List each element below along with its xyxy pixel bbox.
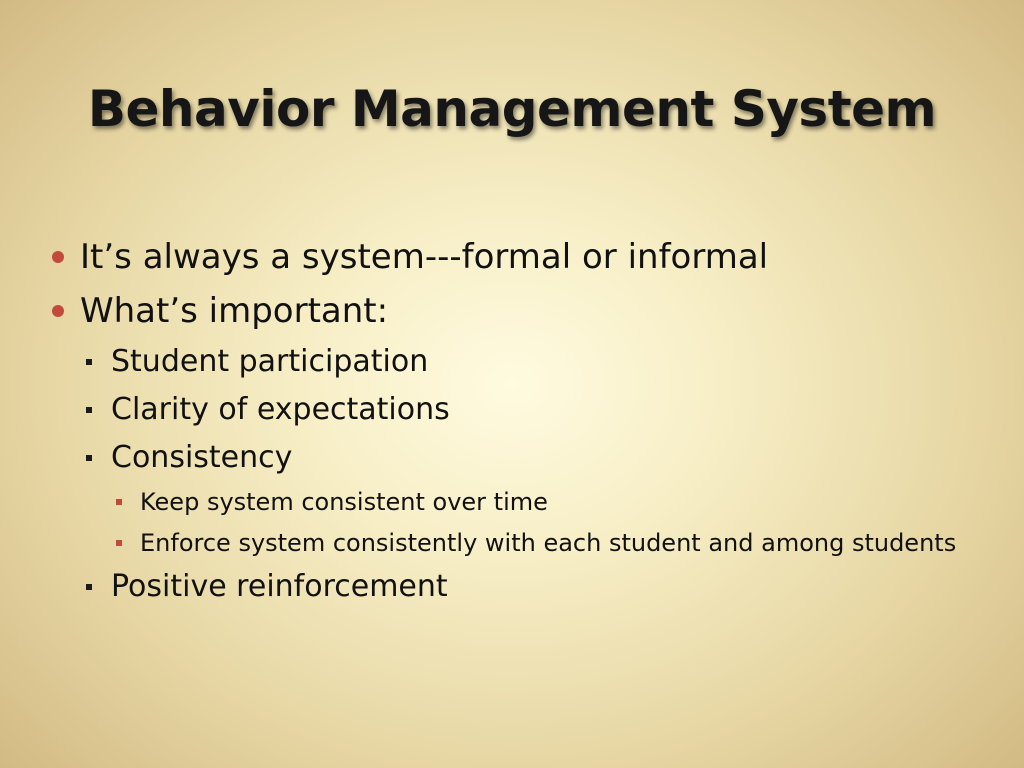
bullet-text: What’s important: (80, 291, 389, 331)
red-dot-bullet-icon (52, 251, 64, 263)
red-square-bullet-icon (116, 499, 122, 505)
sub-sub-bullet-text: Keep system consistent over time (140, 488, 548, 516)
sub-bullet-text: Student participation (111, 344, 429, 379)
bullet-list (50, 230, 990, 611)
bullet-item (50, 230, 990, 284)
black-square-bullet-icon (86, 407, 92, 413)
sub-bullet-text: Consistency (111, 440, 293, 475)
bullet-text: It’s always a system---formal or informal (80, 237, 769, 277)
sub-sub-bullet-item (50, 523, 1000, 563)
black-square-bullet-icon (86, 455, 92, 461)
sub-sub-bullet-text: Enforce system consistently with each student and among students (140, 529, 957, 557)
black-square-bullet-icon (86, 584, 92, 590)
red-dot-bullet-icon (52, 305, 64, 317)
bullet-item (50, 284, 990, 338)
sub-bullet-item (50, 386, 990, 434)
sub-bullet-item (50, 434, 990, 482)
slide-title: Behavior Management System (87, 80, 937, 138)
sub-bullet-text: Positive reinforcement (111, 569, 448, 604)
sub-bullet-text: Clarity of expectations (111, 392, 450, 427)
sub-bullet-item (50, 338, 990, 386)
black-square-bullet-icon (86, 359, 92, 365)
sub-bullet-item (50, 563, 990, 611)
red-square-bullet-icon (116, 540, 122, 546)
sub-sub-bullet-item (50, 482, 1000, 523)
